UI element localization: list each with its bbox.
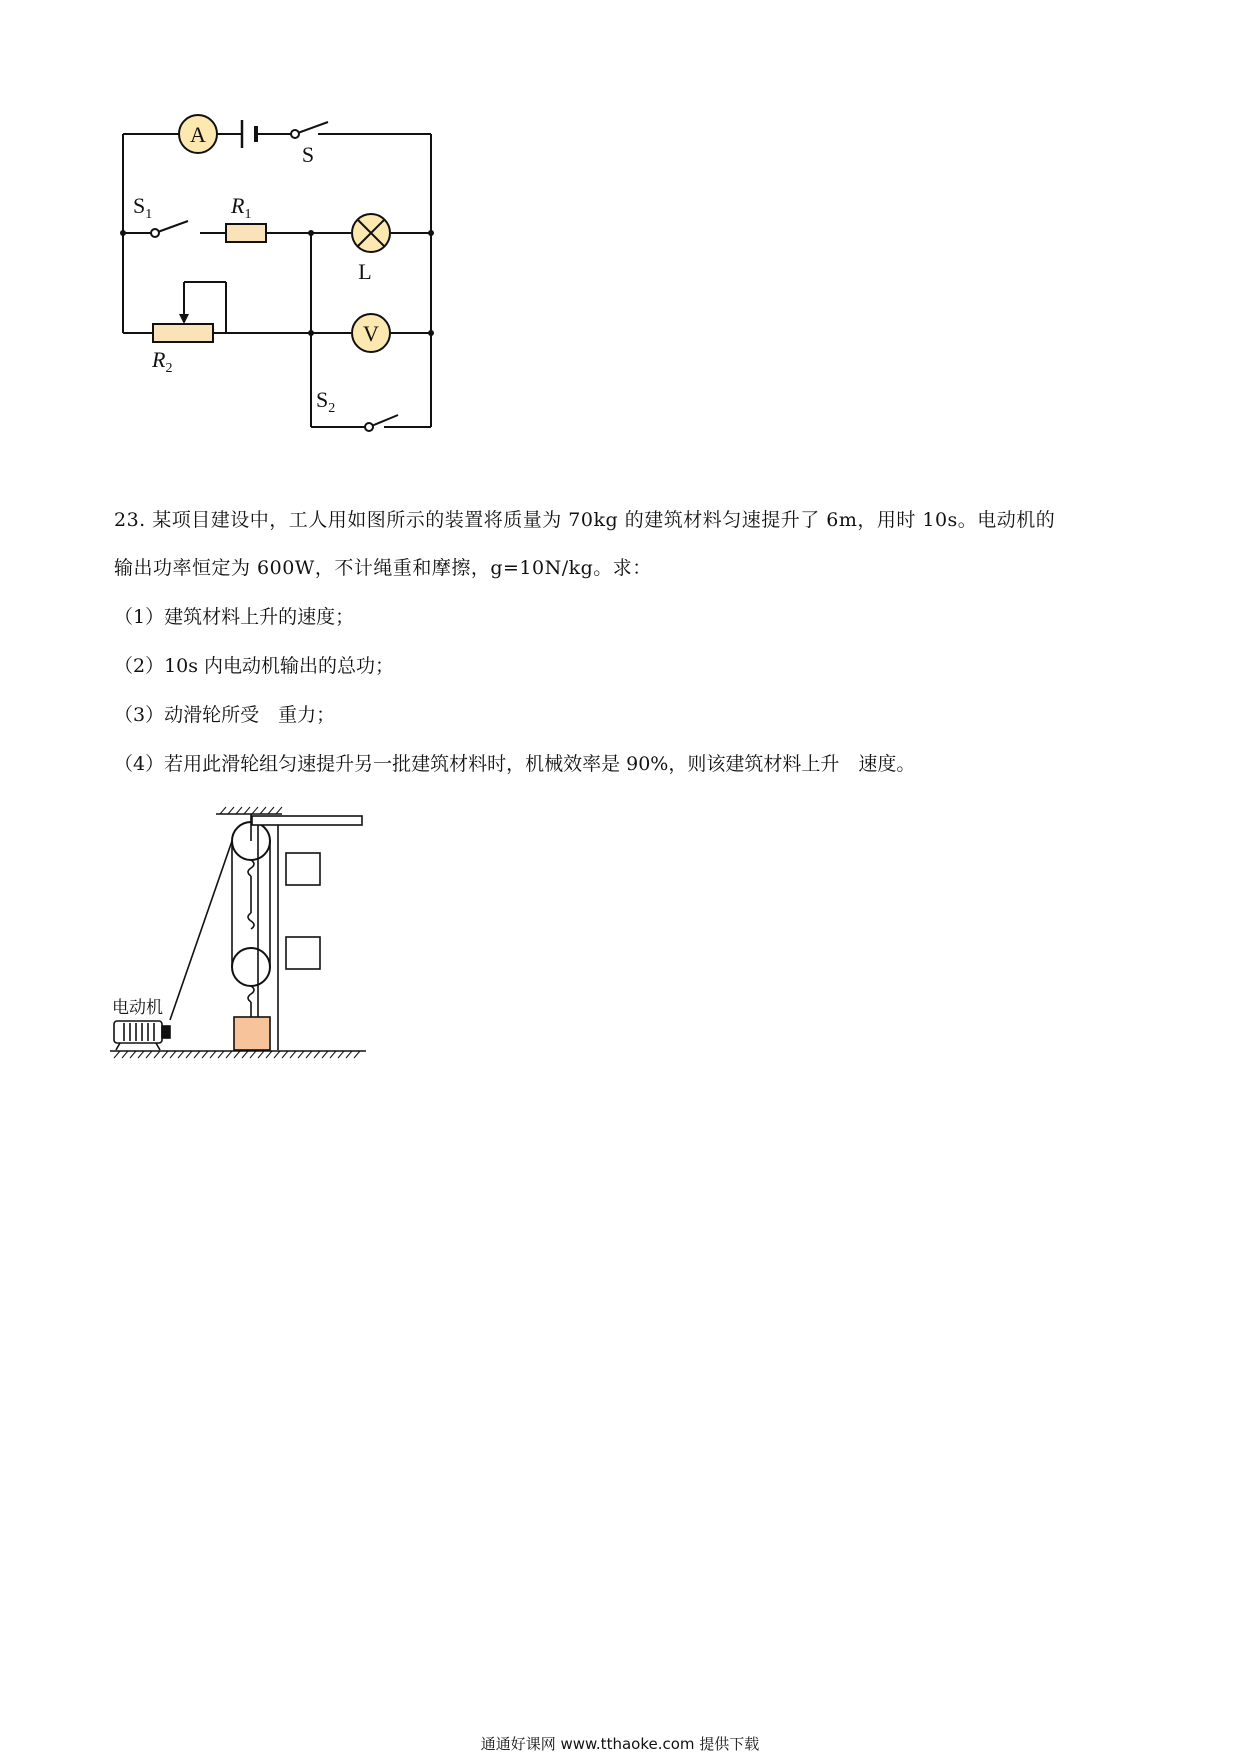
sub-question-1: （1）建筑材料上升的速度； xyxy=(114,606,355,628)
switch-s2-icon xyxy=(365,415,398,431)
lamp-icon xyxy=(352,214,390,252)
circuit-diagram xyxy=(100,100,450,440)
question-line-1: 23. 某项目建设中，工人用如图所示的装置将质量为 70kg 的建筑材料匀速提升了 6m，用时 10s。电动机的 xyxy=(114,509,1056,531)
pulley-diagram xyxy=(110,795,400,1085)
sub-question-4: （4）若用此滑轮组匀速提升另一批建筑材料时，机械效率是 90%，则该建筑材料上升 速度。 xyxy=(114,753,916,775)
switch-s1-icon xyxy=(151,221,188,237)
ammeter-label: A xyxy=(190,122,206,147)
motor-label: 电动机 xyxy=(112,998,163,1018)
battery-icon xyxy=(242,120,256,148)
question-line-2: 输出功率恒定为 600W，不计绳重和摩擦，g=10N/kg。求： xyxy=(114,557,652,579)
motor-icon xyxy=(114,1021,170,1050)
switch-s-label: S xyxy=(301,142,315,167)
page-footer: 通通好课网 www.tthaoke.com 提供下载 xyxy=(480,1735,760,1753)
lamp-label: L xyxy=(358,259,372,284)
rheostat-r2-icon xyxy=(153,324,213,342)
voltmeter-label: V xyxy=(363,321,379,346)
rheostat-r2-label: $R_2$ xyxy=(152,347,173,376)
building-material-box xyxy=(234,1017,270,1050)
resistor-r1-label: $R_1$ xyxy=(231,193,252,222)
switch-s-icon xyxy=(291,122,328,138)
sub-question-2: （2）10s 内电动机输出的总功； xyxy=(114,655,395,677)
sub-question-3: （3）动滑轮所受 重力； xyxy=(114,704,336,726)
switch-s2-label: $S_2$ xyxy=(316,387,336,416)
switch-s1-label: $S_1$ xyxy=(133,193,153,222)
resistor-r1-icon xyxy=(226,224,266,242)
